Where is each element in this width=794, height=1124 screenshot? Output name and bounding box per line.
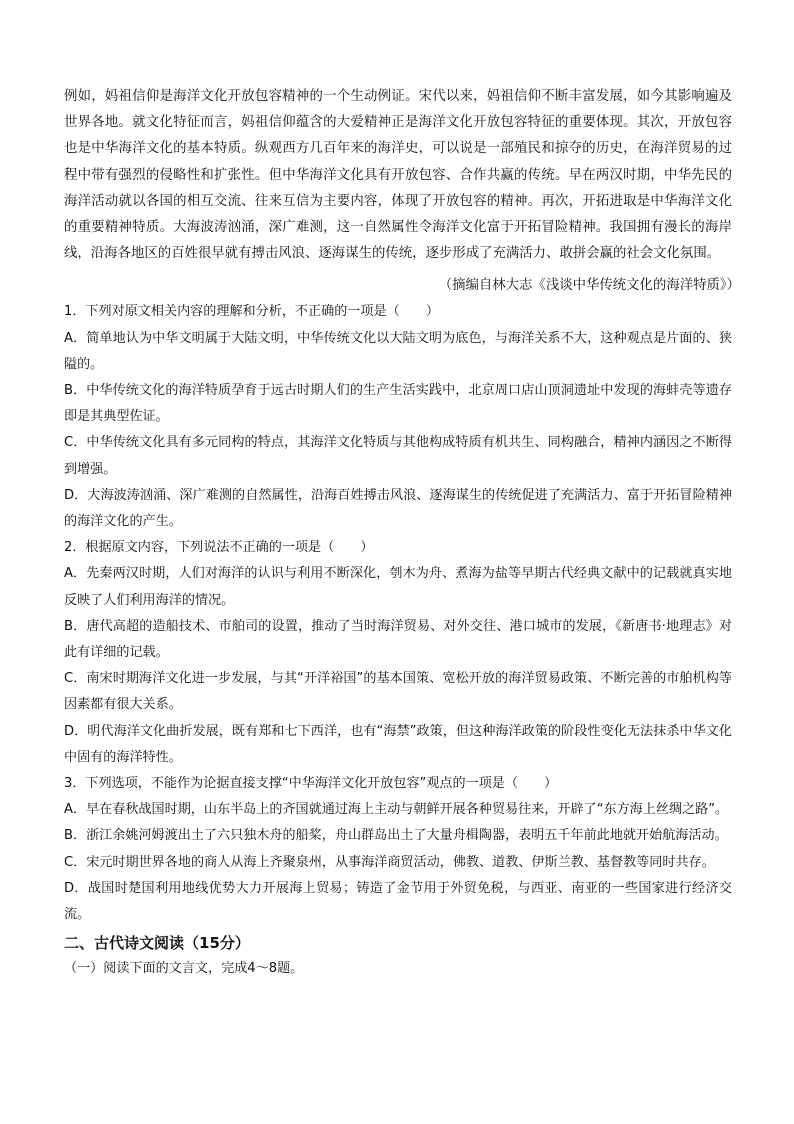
option-a: A．早在春秋战国时期，山东半岛上的齐国就通过海上主动与朝鲜开展各种贸易往来，开辟了“东方海上丝绸之路”。	[64, 802, 729, 818]
option-d: D．明代海洋文化曲折发展，既有郑和七下西洋，也有“海禁”政策，但这种海洋政策的阶段性变化无法抹杀中华文化中固有的海洋特性。	[64, 723, 732, 765]
question-stem: 2．根据原文内容，下列说法不正确的一项是（ ）	[64, 540, 374, 556]
option-d: D．大海波涛汹涌、深广难测的自然属性，沿海百姓搏击风浪、逐海谋生的传统促进了充满活力、富于开拓冒险精神的海洋文化的产生。	[64, 487, 732, 530]
question-3	[64, 771, 732, 928]
passage-source: （摘编自林大志《浅谈中华传统文化的海洋特质》）	[438, 278, 740, 294]
question-stem: 3．下列选项，不能作为论据直接支撑“中华海洋文化开放包容”观点的一项是（ ）	[64, 776, 558, 792]
exam-page	[64, 84, 740, 982]
question-1	[64, 299, 732, 535]
section-title: 二、古代诗文阅读（15分）	[64, 934, 250, 953]
option-a: A．先秦两汉时期，人们对海洋的认识与利用不断深化，刳木为舟、煮海为盐等早期古代经典文献中的记载就真实地反映了人们利用海洋的情况。	[64, 566, 732, 608]
option-a: A．简单地认为中华文明属于大陆文明，中华传统文化以大陆文明为底色，与海洋关系不大，这种观点是片面的、狭隘的。	[64, 330, 732, 372]
section-subtitle: （一）阅读下面的文言文，完成4～8题。	[64, 961, 304, 977]
option-d: D．战国时楚国利用地线优势大力开展海上贸易；铸造了金节用于外贸免税，与西亚、南亚的一些国家进行经济交流。	[64, 880, 732, 923]
question-stem: 1．下列对原文相关内容的理解和分析，不正确的一项是（ ）	[64, 304, 439, 320]
option-b: B．中华传统文化的海洋特质孕育于远古时期人们的生产生活实践中，北京周口店山顶洞遗址中发现的海蚌壳等遗存即是其典型佐证。	[64, 383, 732, 425]
option-c: C．宋元时期世界各地的商人从海上齐聚泉州，从事海洋商贸活动，佛教、道教、伊斯兰教、基督教等同时共存。	[64, 854, 715, 870]
option-b: B．唐代高超的造船技术、市舶司的设置，推动了当时海洋贸易、对外交往、港口城市的发展，《新唐书·地理志》对此有详细的记载。	[64, 618, 732, 661]
option-c: C．南宋时期海洋文化进一步发展，与其“开洋裕国”的基本国策、宽松开放的海洋贸易政策、不断完善的市舶机构等因素都有很大关系。	[64, 671, 732, 713]
question-2	[64, 535, 732, 771]
passage-text: 例如，妈祖信仰是海洋文化开放包容精神的一个生动例证。宋代以来，妈祖信仰不断丰富发展，如今其影响遍及世界各地。就文化特征而言，妈祖信仰蕴含的大爱精神正是海洋文化开放包容特征的重要体现。其次，开放包容也是中华海洋文化的基本特质。纵观西方几百年来的海洋史，可以说是一部殖民和掠夺的历史，在海洋贸易的过程中带有强烈的侵略性和扩张性。但中华海洋文化具有开放包容、合作共赢的传统。早在两汉时期，中华先民的海洋活动就以各国的相互交流、往来互信为主要内容，体现了开放包容的精神。再次，开拓进取是中华海洋文化的重要精神特质。大海波涛汹涌，深广难测，这一自然属性令海洋文化富于开拓冒险精神。我国拥有漫长的海岸线，沿海各地区的百姓很早就有搏击风浪、逐海谋生的传统，逐步形成了充满活力、敢拼会赢的社会文化氛围。	[64, 89, 732, 262]
option-b: B．浙江余姚河姆渡出土了六只独木舟的船桨，舟山群岛出土了大量舟楫陶器，表明五千年前此地就开始航海活动。	[64, 828, 728, 844]
option-c: C．中华传统文化具有多元同构的特点，其海洋文化特质与其他构成特质有机共生、同构融合，精神内涵因之不断得到增强。	[64, 435, 732, 477]
